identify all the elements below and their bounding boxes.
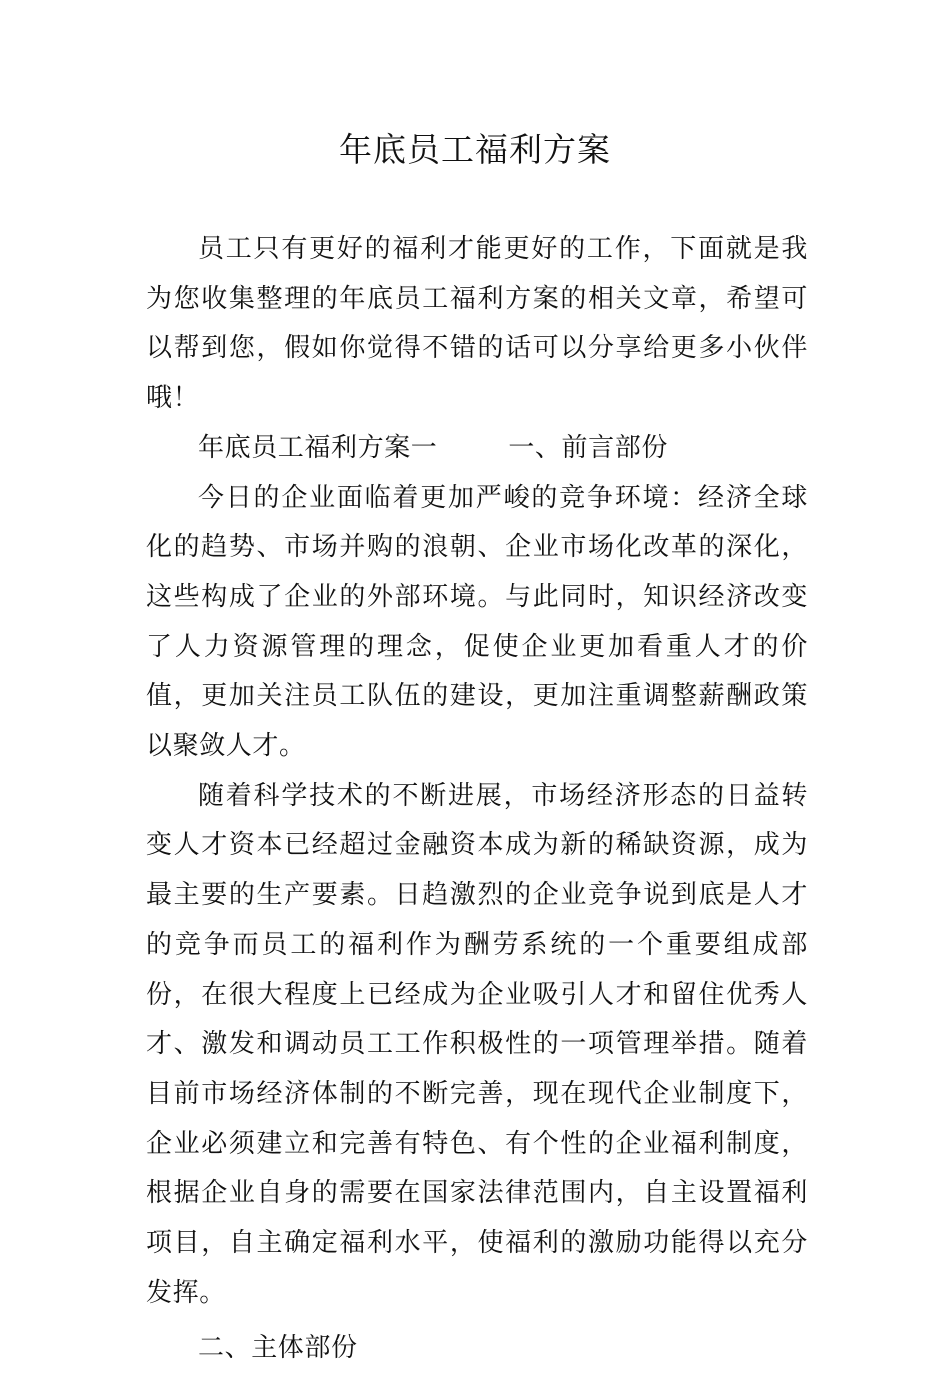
preface-heading: 一、前言部份 [508, 432, 668, 463]
paragraph-2: 随着科学技术的不断进展，市场经济形态的日益转变人才资本已经超过金融资本成为新的稀缺资源，成为最主要的生产要素。日趋激烈的企业竞争说到底是人才的竞争而员工的福利作为酬劳系统的一个重要组成部份，在很大程度上已经成为企业吸引人才和留住优秀人才、激发和调动员工工作积极性的一项管理举措。随着目前市场经济体制的不断完善，现在现代企业制度下，企业必须建立和完善有特色、有个性的企业福利制度，根据企业自身的需要在国家法律范围内，自主设置福利项目，自主确定福利水平，使福利的激励功能得以充分发挥。 [146, 780, 808, 1308]
paragraph-1: 今日的企业面临着更加严峻的竞争环境：经济全球化的趋势、市场并购的浪朝、企业市场化改革的深化，这些构成了企业的外部环境。与此同时，知识经济改变了人力资源管理的理念，促使企业更加看重人才的价值，更加关注员工队伍的建设，更加注重调整薪酬政策以聚敛人才。 [146, 482, 808, 762]
heading-spacer [437, 433, 508, 463]
intro-paragraph: 员工只有更好的福利才能更好的工作，下面就是我为您收集整理的年底员工福利方案的相关文章，希望可以帮到您，假如你觉得不错的话可以分享给更多小伙伴哦！ [146, 234, 808, 414]
section-2-heading: 二、主体部份 [198, 1333, 358, 1364]
document-title: 年底员工福利方案 [339, 130, 611, 169]
section-1-heading [146, 424, 808, 474]
document-body [146, 225, 808, 1374]
plan-subtitle: 年底员工福利方案一 [198, 432, 438, 463]
